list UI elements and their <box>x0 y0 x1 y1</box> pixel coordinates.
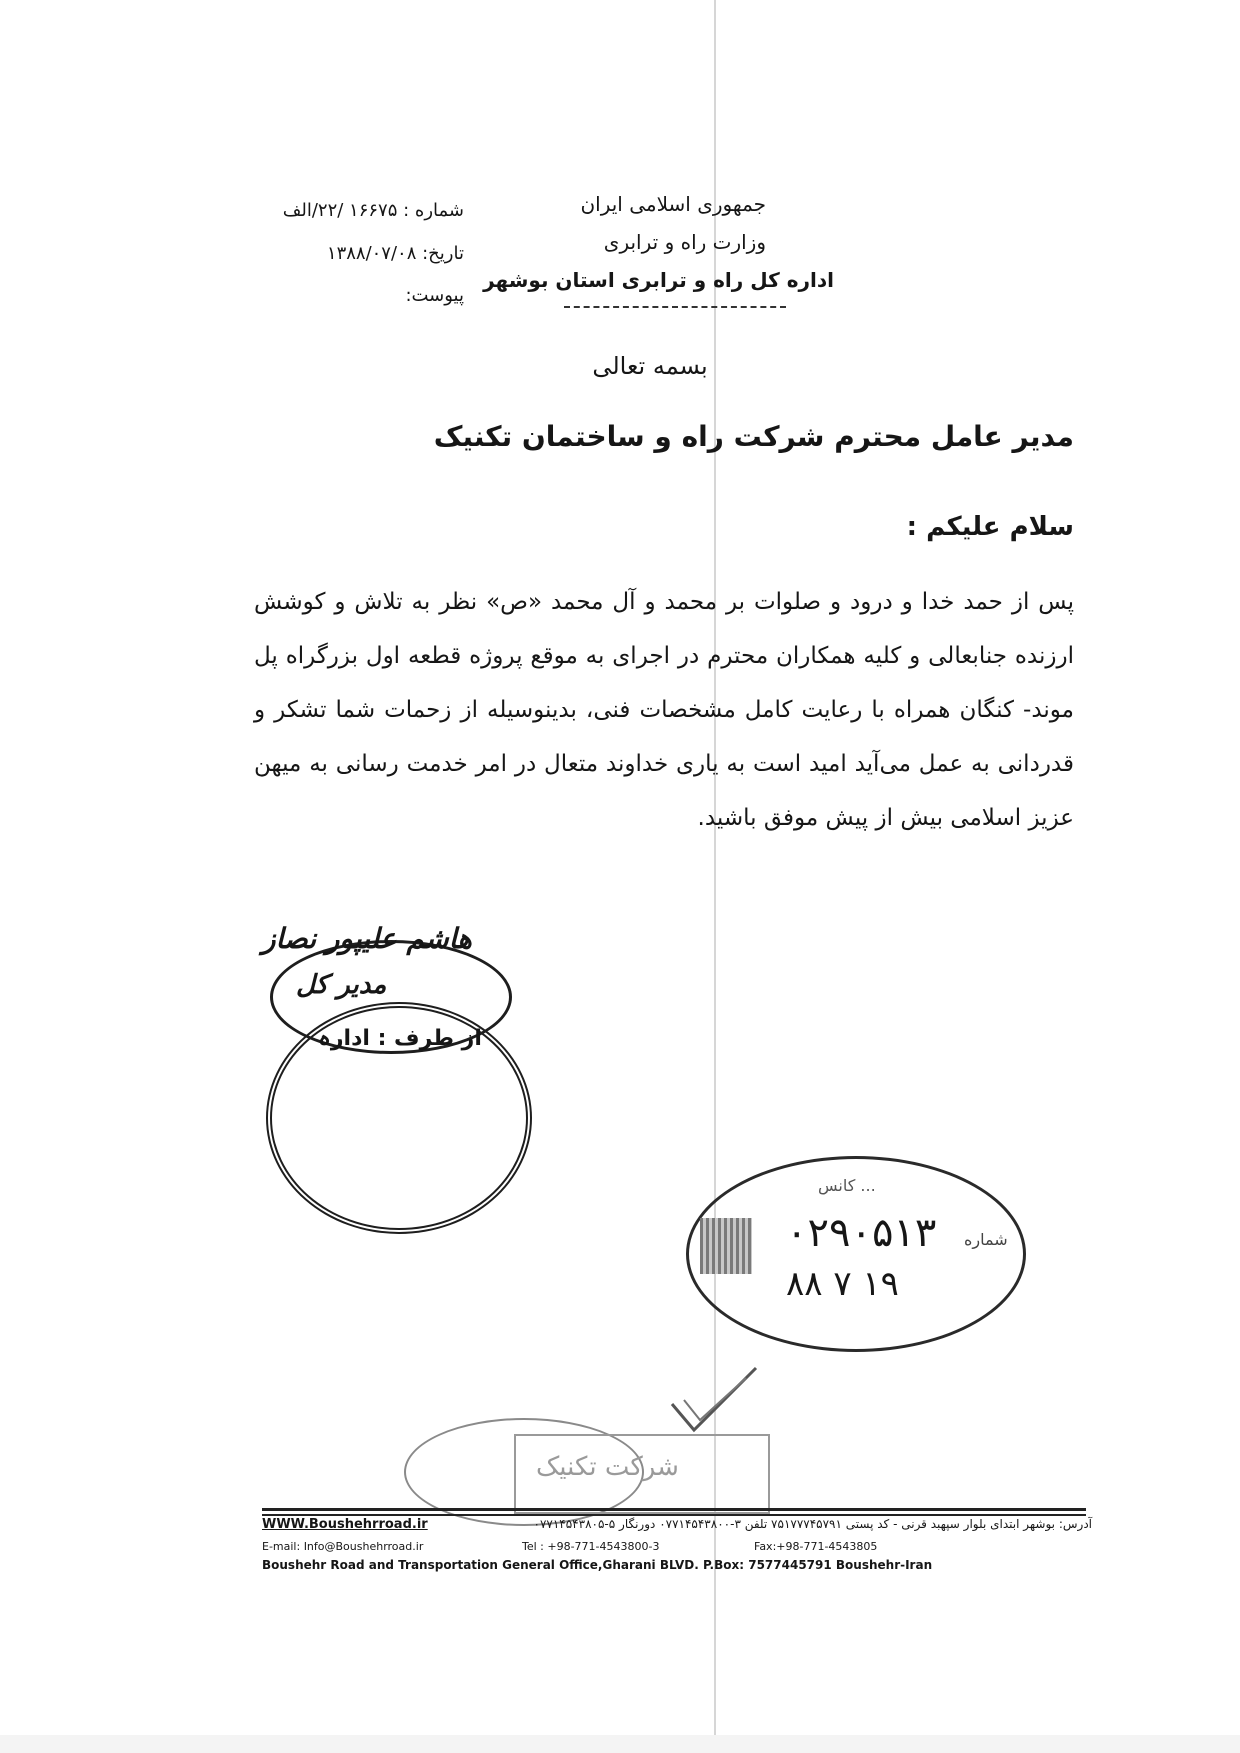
greeting: سلام علیکم : <box>906 512 1074 542</box>
footer-fax: Fax:+98-771-4543805 <box>754 1540 878 1553</box>
seal-text: از طرف : ادارہ <box>318 1026 482 1051</box>
company-stamp-text: شرکت تکنیک <box>536 1452 679 1482</box>
footer-rule-thin <box>262 1514 1086 1516</box>
registration-date: ۸۸ ۷ ۱۹ <box>786 1264 899 1304</box>
letter-body: پس از حمد خدا و درود و صلوات بر محمد و آل محمد «ص» نظر به تلاش و کوشش ارزنده جنابعالی و کلیه همکاران محترم در اجرای به موقع پروژه قطعه اول بزرگراه پل موند- کنگان همراه با رعایت کامل مشخصات فنی، بدینوسیله از زحمات شما تشکر و قدردانی به عمل می‌آید امید است به یاری خداوند متعال در امر خدمت رسانی به میهن عزیز اسلامی بیش از پیش موفق باشید. <box>254 589 1074 831</box>
org-ministry: وزارت راه و ترابری <box>603 230 766 254</box>
check-mark-icon <box>660 1360 770 1440</box>
stamp-ink-block <box>700 1218 752 1274</box>
letter-number: شماره : ۱۶۶۷۵ /۲۲/الف <box>282 200 464 221</box>
footer-email: E-mail: Info@Boushehrroad.ir <box>262 1540 424 1553</box>
signatory-title: مدیر کل <box>296 970 387 1000</box>
footer-tel: Tel : +98-771-4543800-3 <box>522 1540 660 1553</box>
footer-website: WWW.Boushehrroad.ir <box>262 1517 428 1532</box>
registration-number-label: شماره <box>964 1230 1008 1249</box>
footer-address: آدرس: بوشهر ابتدای بلوار سپهبد قرنی - کد پستی ۷۵۱۷۷۷۴۵۷۹۱ تلفن ۳-۰۷۷۱۴۵۴۳۸۰۰ دورنگار ۵-۰۷۷۱۴۵۴۳۸۰۵ <box>533 1517 1092 1531</box>
registration-stamp-title: ... کانس <box>818 1176 876 1195</box>
org-office: اداره کل راه و ترابری استان بوشهر <box>483 268 834 292</box>
letter-attachment: پیوست: <box>405 285 464 306</box>
footer-rule <box>262 1508 1086 1511</box>
scan-edge <box>0 1735 1240 1753</box>
org-country: جمهوری اسلامی ایران <box>580 192 766 216</box>
bismillah: بسمه تعالی <box>592 352 708 380</box>
signatory-name: هاشم علیپور نصاز <box>262 922 472 955</box>
letter-date: تاریخ: ۱۳۸۸/۰۷/۰۸ <box>326 243 464 264</box>
footer-english-address: Boushehr Road and Transportation General Office,Gharani BLVD. P.Box: 7577445791 Boushehr-Iran <box>262 1558 933 1572</box>
registration-number: ۰۲۹۰۵۱۳ <box>786 1210 937 1256</box>
header-divider <box>564 306 786 308</box>
addressee: مدیر عامل محترم شرکت راه و ساختمان تکنیک <box>433 420 1074 453</box>
